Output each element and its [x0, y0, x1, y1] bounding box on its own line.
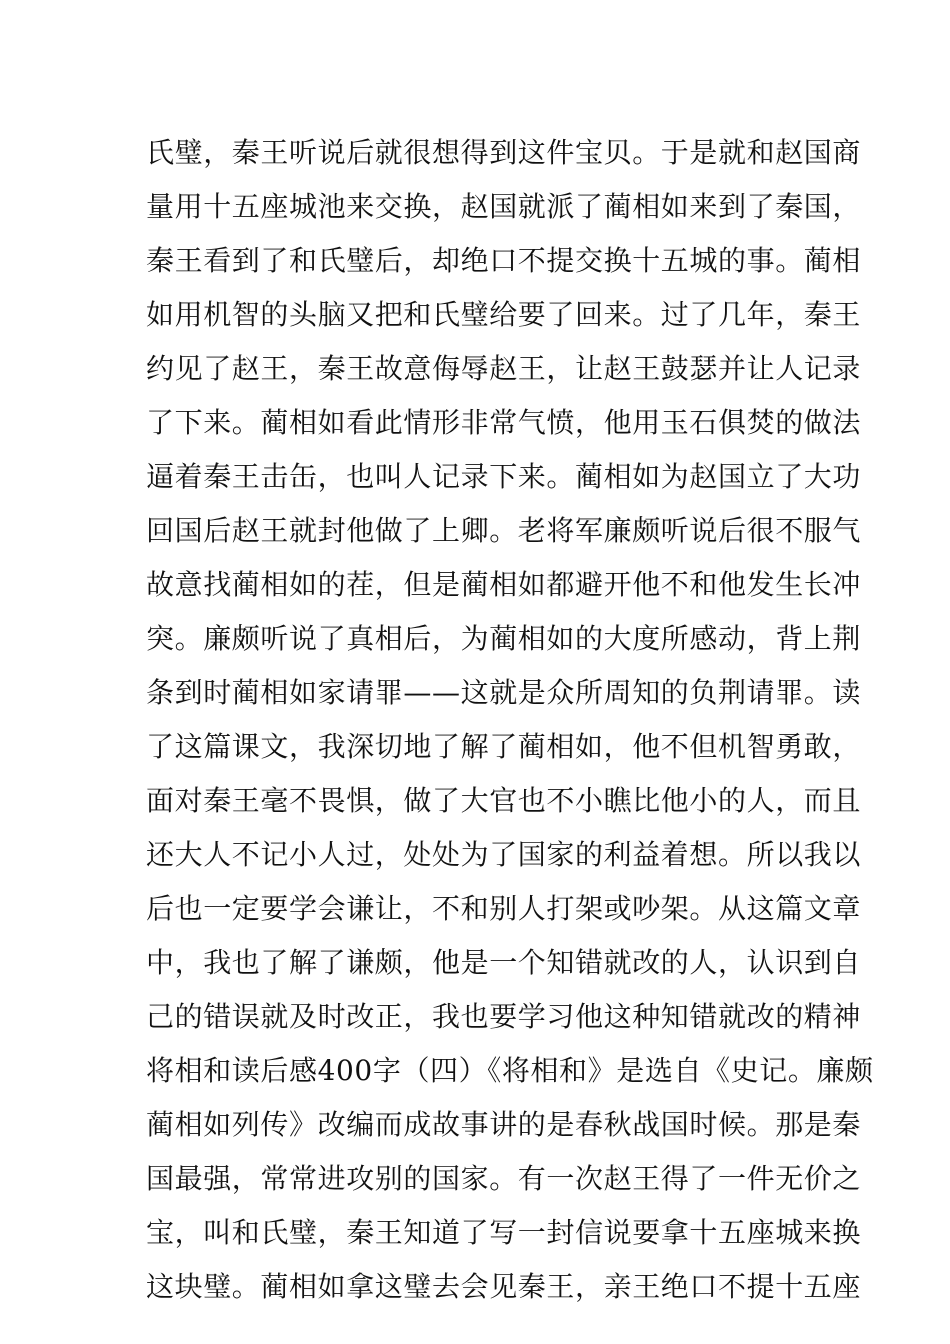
text-line: 回国后赵王就封他做了上卿。老将军廉颇听说后很不服气 — [146, 514, 862, 547]
text-line: 故意找蔺相如的茬，但是蔺相如都避开他不和他发生长冲 — [146, 568, 862, 601]
text-line: 突。廉颇听说了真相后，为蔺相如的大度所感动，背上荆 — [146, 622, 862, 655]
text-line: 了下来。蔺相如看此情形非常气愤，他用玉石俱焚的做法 — [146, 406, 862, 439]
text-line: 逼着秦王击缶，也叫人记录下来。蔺相如为赵国立了大功 — [146, 460, 862, 493]
text-line: 这块璧。蔺相如拿这璧去会见秦王，亲王绝口不提十五座 — [146, 1270, 862, 1303]
text-line: 中，我也了解了谦颇，他是一个知错就改的人，认识到自 — [146, 946, 862, 979]
text-line: 己的错误就及时改正，我也要学习他这种知错就改的精神 — [146, 1000, 862, 1033]
text-line: 将相和读后感400字（四）《将相和》是选自《史记。廉颇 — [146, 1054, 874, 1087]
text-line: 后也一定要学会谦让，不和别人打架或吵架。从这篇文章 — [146, 892, 862, 925]
text-line: 宝，叫和氏璧，秦王知道了写一封信说要拿十五座城来换 — [146, 1216, 862, 1249]
text-line: 还大人不记小人过，处处为了国家的利益着想。所以我以 — [146, 838, 862, 871]
text-line: 了这篇课文，我深切地了解了蔺相如，他不但机智勇敢， — [146, 730, 862, 763]
text-line: 面对秦王毫不畏惧，做了大官也不小瞧比他小的人，而且 — [146, 784, 862, 817]
text-line: 条到时蔺相如家请罪——这就是众所周知的负荆请罪。读 — [146, 676, 862, 709]
text-line: 蔺相如列传》改编而成故事讲的是春秋战国时候。那是秦 — [146, 1108, 862, 1141]
text-line: 量用十五座城池来交换，赵国就派了蔺相如来到了秦国， — [146, 190, 862, 223]
text-line: 国最强，常常进攻别的国家。有一次赵王得了一件无价之 — [146, 1162, 862, 1195]
text-line: 秦王看到了和氏璧后，却绝口不提交换十五城的事。蔺相 — [146, 244, 862, 277]
text-line: 氏璧，秦王听说后就很想得到这件宝贝。于是就和赵国商 — [146, 136, 862, 169]
body-text — [146, 126, 874, 1314]
text-line: 如用机智的头脑又把和氏璧给要了回来。过了几年，秦王 — [146, 298, 862, 331]
text-line: 约见了赵王，秦王故意侮辱赵王，让赵王鼓瑟并让人记录 — [146, 352, 862, 385]
